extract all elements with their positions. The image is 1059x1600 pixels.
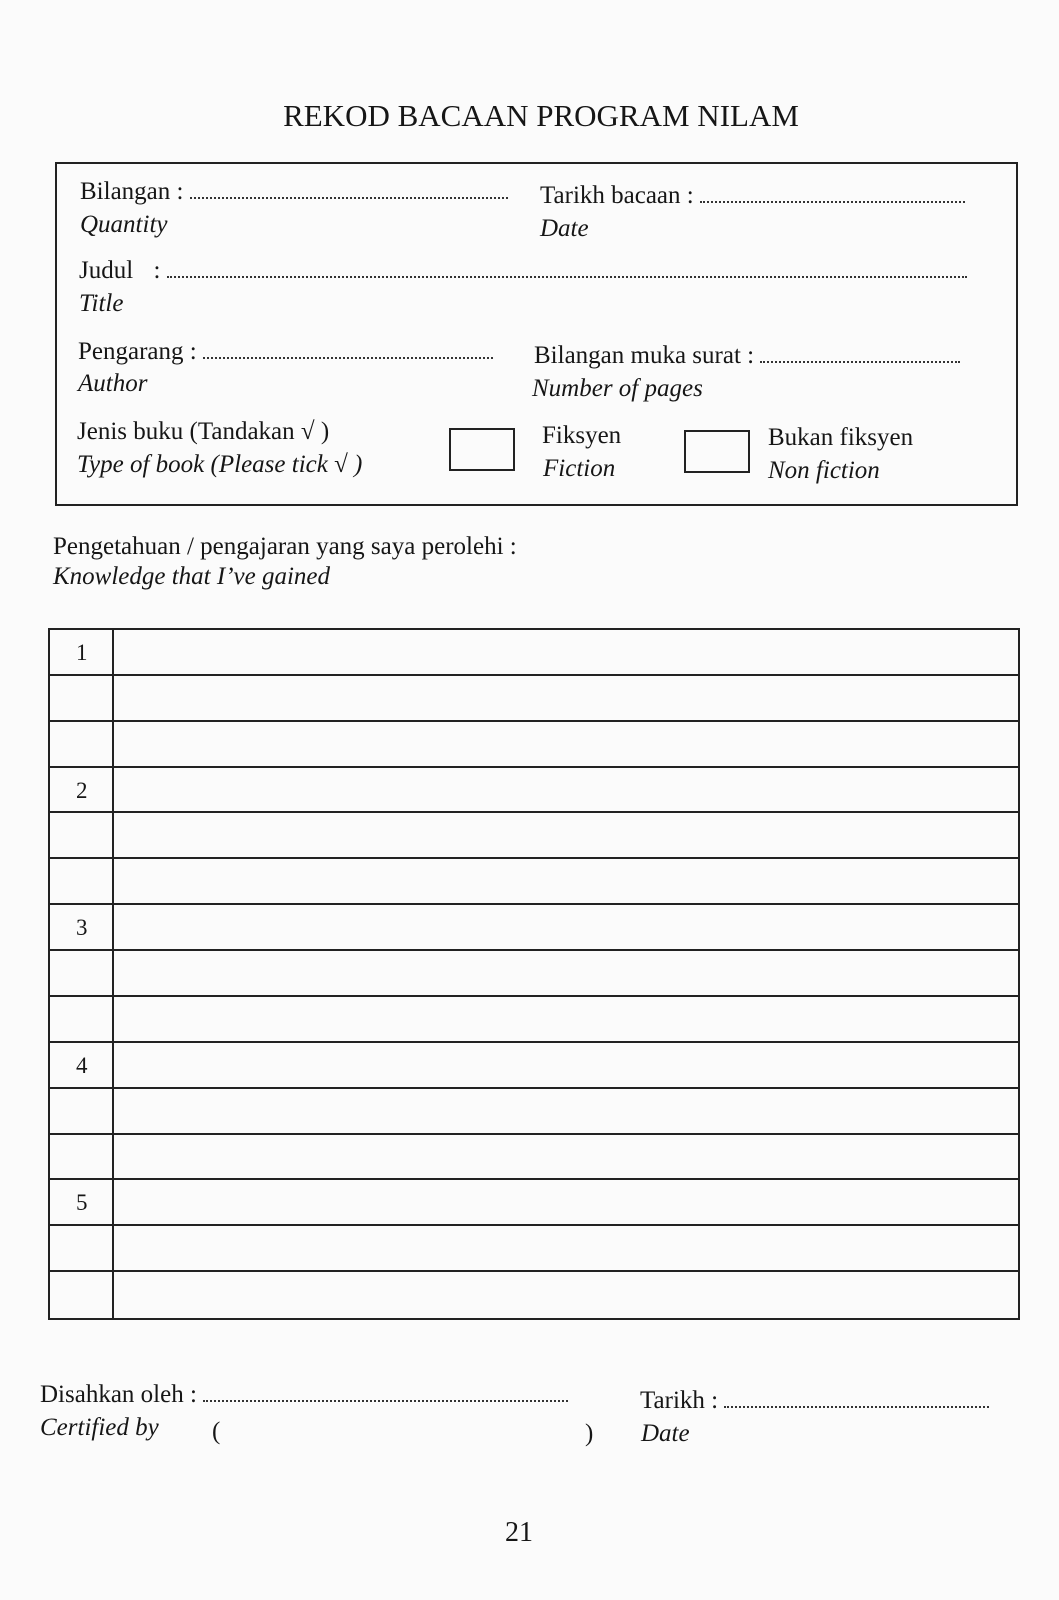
table-row[interactable]: [50, 768, 1018, 814]
date-read-label: Tarikh bacaan :: [540, 182, 694, 209]
certified-close-paren: ): [585, 1420, 594, 1447]
row-number: 2: [76, 777, 88, 803]
table-row[interactable]: [50, 1043, 1018, 1089]
table-row[interactable]: [50, 1135, 1018, 1181]
table-row[interactable]: [50, 997, 1018, 1043]
knowledge-table: [48, 628, 1020, 1320]
title-colon: :: [153, 257, 161, 284]
author-field[interactable]: [78, 337, 493, 367]
book-type-label: Jenis buku (Tandakan √ ): [77, 418, 330, 445]
pages-label: Bilangan muka surat :: [534, 342, 755, 369]
author-label: Pengarang :: [78, 338, 197, 365]
date-read-blank[interactable]: [700, 181, 965, 203]
title-label: Judul: [79, 257, 134, 284]
table-row[interactable]: [50, 630, 1018, 676]
page-title: REKOD BACAAN PROGRAM NILAM: [283, 98, 799, 133]
title-label-en: Title: [79, 290, 124, 317]
quantity-blank[interactable]: [190, 177, 508, 199]
fiction-label-en: Fiction: [543, 455, 616, 482]
certified-label: Disahkan oleh :: [40, 1381, 197, 1408]
date-read-label-en: Date: [540, 215, 589, 242]
table-row[interactable]: [50, 1272, 1018, 1318]
certified-blank[interactable]: [203, 1380, 568, 1402]
pages-field[interactable]: [534, 341, 960, 371]
author-label-en: Author: [78, 370, 148, 397]
quantity-field[interactable]: [80, 177, 508, 207]
row-number: 1: [76, 640, 88, 665]
fiction-label: Fiksyen: [542, 422, 622, 449]
table-row[interactable]: [50, 951, 1018, 997]
table-row[interactable]: [50, 1226, 1018, 1272]
date-blank[interactable]: [724, 1386, 989, 1408]
nonfiction-checkbox[interactable]: [684, 430, 750, 473]
title-field[interactable]: [79, 256, 967, 286]
fiction-checkbox[interactable]: [449, 428, 515, 471]
table-row[interactable]: [50, 1089, 1018, 1135]
nonfiction-label: Bukan fiksyen: [768, 424, 914, 451]
table-row[interactable]: [50, 1180, 1018, 1226]
nonfiction-label-en: Non fiction: [768, 457, 880, 484]
knowledge-label: Pengetahuan / pengajaran yang saya perolehi :: [53, 533, 517, 560]
certified-field[interactable]: [40, 1380, 568, 1410]
knowledge-label-en: Knowledge that I’ve gained: [53, 563, 331, 590]
table-row[interactable]: [50, 905, 1018, 951]
title-blank[interactable]: [167, 256, 967, 278]
row-number: 4: [76, 1052, 88, 1078]
author-blank[interactable]: [203, 337, 493, 359]
date-read-field[interactable]: [540, 181, 965, 211]
row-number: 5: [76, 1190, 88, 1216]
table-row[interactable]: [50, 813, 1018, 859]
pages-blank[interactable]: [760, 341, 960, 363]
table-row[interactable]: [50, 722, 1018, 768]
table-row[interactable]: [50, 676, 1018, 722]
pages-label-en: Number of pages: [532, 375, 703, 402]
date-label-en: Date: [641, 1420, 690, 1447]
date-label: Tarikh :: [640, 1387, 719, 1414]
quantity-label: Bilangan :: [80, 178, 184, 205]
certified-open-paren: (: [212, 1418, 221, 1445]
date-field[interactable]: [640, 1386, 989, 1416]
quantity-label-en: Quantity: [80, 211, 168, 238]
table-row[interactable]: [50, 859, 1018, 905]
book-type-label-en: Type of book (Please tick √ ): [77, 451, 363, 478]
page-number: 21: [505, 1517, 533, 1548]
row-number: 3: [76, 915, 88, 941]
certified-label-en: Certified by: [40, 1414, 159, 1441]
